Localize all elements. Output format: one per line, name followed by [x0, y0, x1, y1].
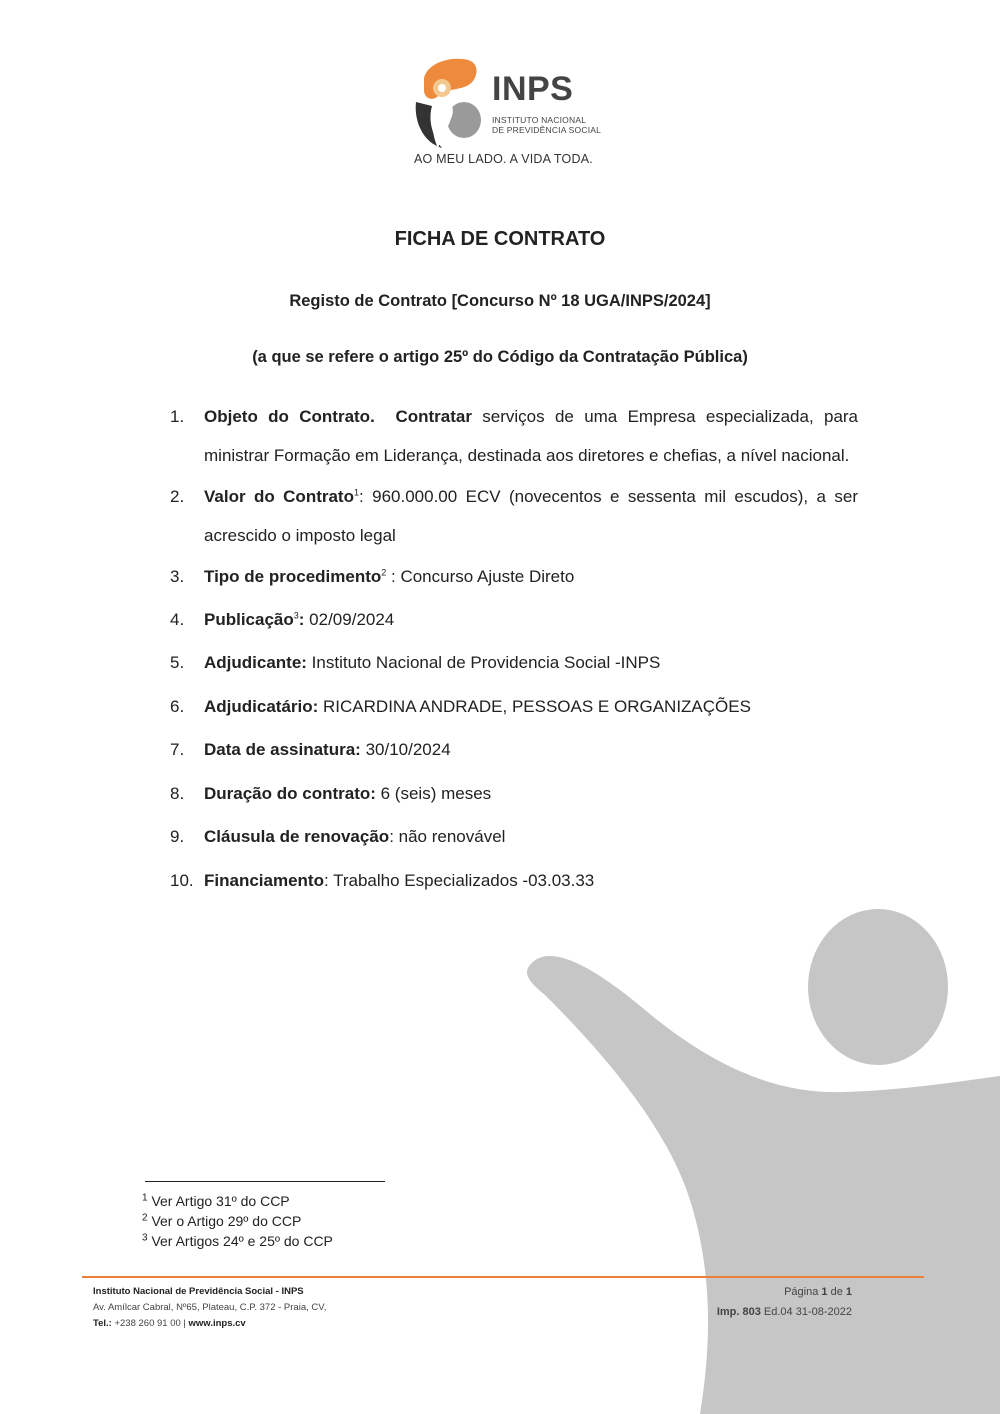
clause-text: 6 (seis) meses	[375, 784, 492, 803]
clause-label: Adjudicante:	[204, 653, 307, 672]
clause-number: 7.	[170, 740, 185, 759]
clause-label-colon: :	[298, 610, 305, 629]
clause-label: Data de assinatura:	[204, 740, 361, 759]
clause-number: 6.	[170, 697, 185, 716]
clause-text: : Concurso Ajuste Direto	[386, 567, 575, 586]
clause-text: Instituto Nacional de Providencia Social -INPS	[306, 653, 661, 672]
footnote-reference: 2	[381, 567, 387, 578]
clause-number: 8.	[170, 784, 185, 803]
clause-label: Tipo de procedimento	[204, 567, 382, 586]
clause-label: Objeto do Contrato.	[204, 407, 375, 426]
clause-label: Publicação	[204, 610, 294, 629]
document-title: FICHA DE CONTRATO	[394, 228, 606, 250]
clause-7-signature-date	[170, 730, 858, 769]
clause-text: : 960.000.00 ECV (novecentos e sessenta mil escudos), a ser acrescido o imposto legal	[204, 487, 858, 545]
footer-contact	[93, 1284, 326, 1332]
clause-3-procedure-type	[170, 557, 858, 596]
clause-number: 9.	[170, 827, 185, 846]
document-subtitle: Registo de Contrato [Concurso Nº 18 UGA/INPS/2024]	[289, 292, 711, 310]
clause-label: Cláusula de renovação	[204, 827, 390, 846]
footer-organization: Instituto Nacional de Previdência Social - INPS	[93, 1286, 304, 1297]
form-edition: Imp. 803 Ed.04 31-08-2022	[716, 1306, 852, 1318]
logo-name: INPS	[492, 70, 574, 108]
footnotes	[142, 1191, 333, 1251]
footer-tel: +238 260 91 00 |	[111, 1318, 189, 1329]
footer-website-link[interactable]: www.inps.cv	[188, 1318, 246, 1329]
clause-8-duration	[170, 774, 858, 813]
clause-text: 02/09/2024	[304, 610, 395, 629]
clause-number: 4.	[170, 610, 185, 629]
document-subtitle-legal-reference: (a que se refere o artigo 25º do Código da Contratação Pública)	[252, 348, 748, 366]
inps-logo	[412, 58, 612, 173]
clause-number: 5.	[170, 653, 185, 672]
inps-figure-icon	[412, 58, 490, 152]
clause-2-value	[170, 477, 858, 555]
clause-number: 3.	[170, 567, 185, 586]
clause-label: Duração do contrato:	[204, 784, 376, 803]
clause-4-publication	[170, 600, 858, 639]
clause-text: serviços de uma Empresa especializada, para ministrar Formação em Liderança, destinada aos diretores e chefias, a nível nacional.	[204, 407, 859, 465]
footnote-reference: 3	[293, 610, 299, 621]
clause-label: Valor do Contrato	[204, 487, 354, 506]
clause-5-contracting-authority	[170, 643, 858, 682]
figure-head	[808, 909, 948, 1065]
footer-page-info	[700, 1282, 852, 1322]
logo-tagline: AO MEU LADO. A VIDA TODA.	[414, 152, 593, 166]
footer-divider	[82, 1276, 924, 1278]
clause-label: Adjudicatário:	[204, 697, 319, 716]
footer-tel-label: Tel.:	[93, 1318, 112, 1329]
clause-number: 10.	[170, 871, 194, 890]
clause-number: 2.	[170, 487, 185, 506]
clause-number: 1.	[170, 407, 185, 426]
logo-subtitle-line2: DE PREVIDÊNCIA SOCIAL	[492, 125, 602, 135]
footnote-reference: 1	[353, 487, 359, 498]
clause-1-object	[170, 397, 858, 475]
footnote-separator	[145, 1181, 385, 1182]
clause-10-financing	[170, 861, 858, 900]
footnote-item: $^3$ Ver Artigos 24º e 25º do CCP	[142, 1232, 333, 1249]
clause-text: : não renovável	[389, 827, 506, 846]
page-number: Página 1 de 1	[784, 1286, 852, 1298]
clause-9-renewal	[170, 817, 858, 856]
clause-text: 30/10/2024	[360, 740, 451, 759]
clause-label-secondary: Contratar	[395, 407, 472, 426]
footer-address: Av. Amílcar Cabral, Nº65, Plateau, C.P. 372 - Praia, CV,	[93, 1302, 327, 1313]
footnote-item: $^1$ Ver Artigo 31º do CCP	[142, 1192, 290, 1209]
logo-subtitle-line1: INSTITUTO NACIONAL	[492, 115, 587, 125]
footnote-item: $^2$ Ver o Artigo 29º do CCP	[142, 1212, 302, 1229]
clause-label: Financiamento	[204, 871, 324, 890]
clause-text: RICARDINA ANDRADE, PESSOAS E ORGANIZAÇÕES	[318, 697, 751, 716]
clause-6-awardee	[170, 687, 858, 726]
clause-text: : Trabalho Especializados -03.03.33	[323, 871, 595, 890]
